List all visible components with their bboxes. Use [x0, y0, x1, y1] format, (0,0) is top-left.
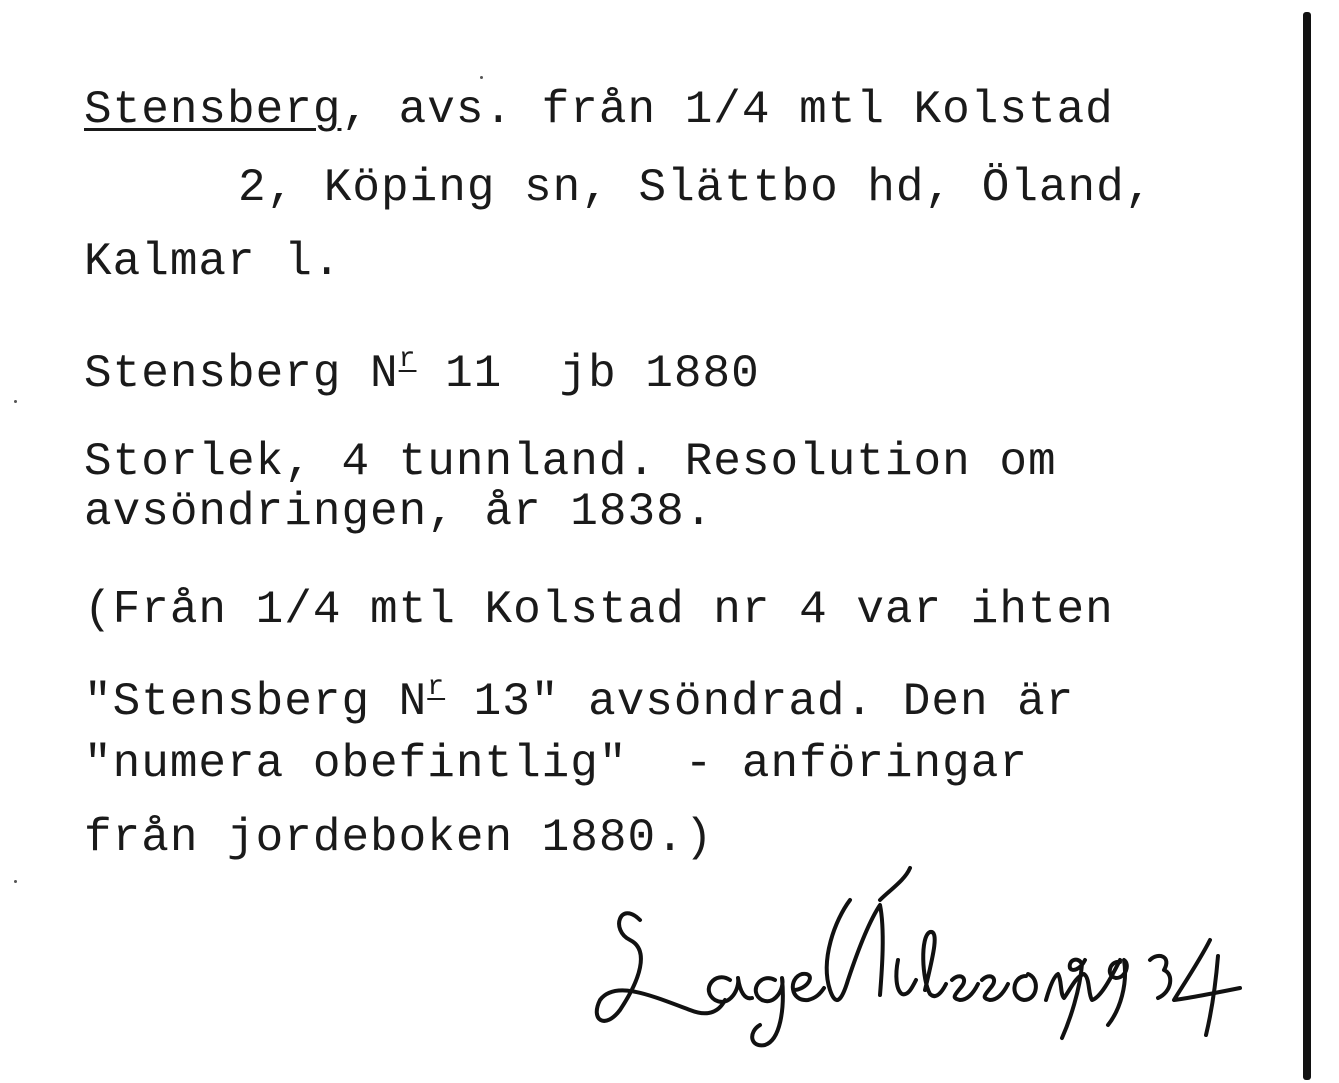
text-line-1 — [84, 84, 1114, 136]
text-line-1-rest: , avs. från 1/4 mtl Kolstad — [341, 84, 1114, 136]
text-line-8 — [84, 662, 1074, 728]
speck — [14, 880, 17, 883]
text-line-4-b: 11 jb 1880 — [416, 348, 760, 400]
text-line-5: Storlek, 4 tunnland. Resolution om — [84, 436, 1057, 488]
text-line-4-sup: r — [398, 344, 417, 375]
text-line-4 — [84, 334, 760, 400]
text-line-7: (Från 1/4 mtl Kolstad nr 4 var ihten — [84, 584, 1114, 636]
signature-drawing — [580, 860, 1260, 1060]
text-line-8-a: "Stensberg N — [84, 676, 428, 728]
text-line-9: "numera obefintlig" - anföringar — [84, 738, 1028, 790]
place-name: Stensberg — [84, 84, 342, 136]
text-line-10: från jordeboken 1880.) — [84, 812, 714, 864]
text-line-6: avsöndringen, år 1838. — [84, 486, 714, 538]
text-line-4-a: Stensberg N — [84, 348, 399, 400]
speck — [480, 76, 483, 79]
handwritten-signature — [580, 860, 1260, 1060]
speck — [14, 400, 17, 403]
text-line-8-b: 13" avsöndrad. Den är — [445, 676, 1075, 728]
card-edge-line — [1303, 12, 1311, 1080]
text-line-8-sup: r — [427, 672, 446, 703]
text-line-3: Kalmar l. — [84, 236, 342, 288]
text-line-2: 2, Köping sn, Slättbo hd, Öland, — [238, 162, 1154, 214]
